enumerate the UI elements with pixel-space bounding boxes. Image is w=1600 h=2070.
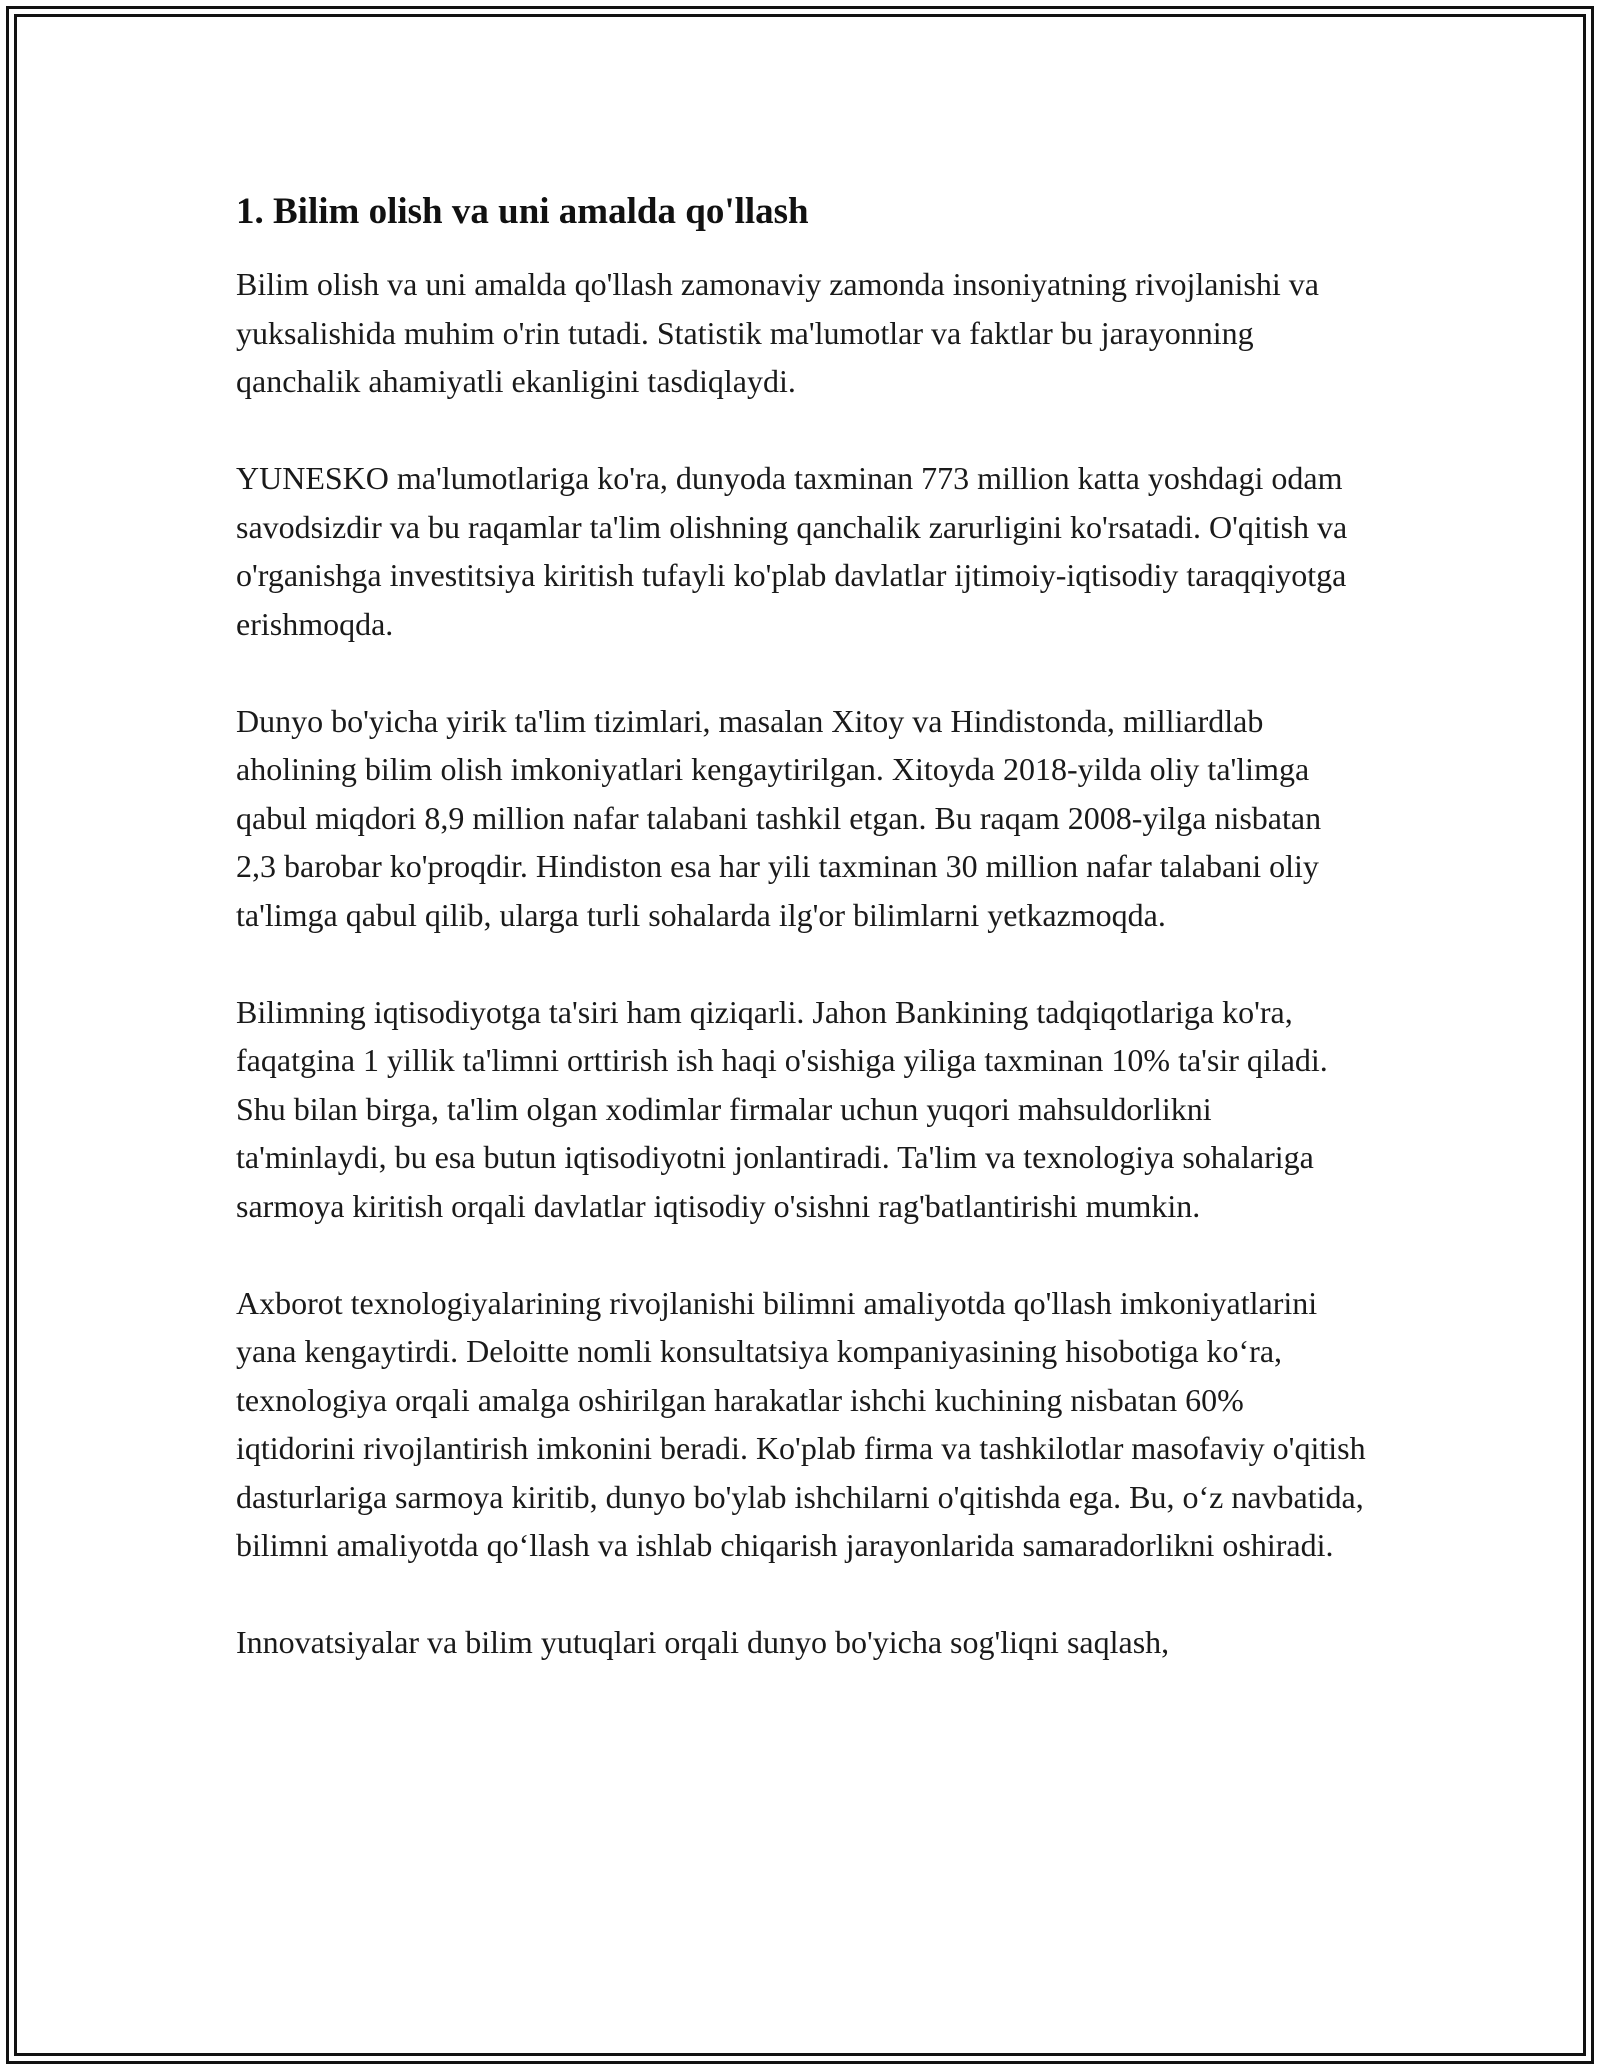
paragraph-economy: Bilimning iqtisodiyotga ta'siri ham qiziqarli. Jahon Bankining tadqiqotlariga ko'ra, faqatgina 1 yillik ta'limni orttirish ish haqi o'sishiga yiliga taxminan 10% ta'sir qiladi. Shu bilan birga, ta'lim olgan xodimlar firmalar uchun yuqori mahsuldorlikni ta'minlaydi, bu esa butun iqtisodiyotni jonlantiradi. Ta'lim va texnologiya sohalariga sarmoya kiritish orqali davlatlar iqtisodiy o'sishni rag'batlantirishi mumkin. xyxy=(236,993,1328,1224)
paragraph-innovation: Innovatsiyalar va bilim yutuqlari orqali dunyo bo'yicha sog'liqni saqlash, xyxy=(236,1624,1170,1660)
section-heading: 1. Bilim olish va uni amalda qo'llash xyxy=(236,191,809,232)
paragraph-education-systems: Dunyo bo'yicha yirik ta'lim tizimlari, masalan Xitoy va Hindistonda, milliardlab aholining bilim olish imkoniyatlari kengaytirilgan. Xitoyda 2018-yilda oliy ta'limga qabul miqdori 8,9 million nafar talabani tashkil etgan. Bu raqam 2008-yilga nisbatan 2,3 barobar ko'proqdir. Hindiston esa har yili taxminan 30 million nafar talabani oliy ta'limga qabul qilib, ularga turli sohalarda ilg'or bilimlarni yetkazmoqda. xyxy=(236,702,1322,933)
paragraph-intro: Bilim olish va uni amalda qo'llash zamonaviy zamonda insoniyatning rivojlanishi va yuksalishida muhim o'rin tutadi. Statistik ma'lumotlar va faktlar bu jarayonning qanchalik ahamiyatli ekanligini tasdiqlaydi. xyxy=(236,266,1319,399)
paragraph-technology: Axborot texnologiyalarining rivojlanishi bilimni amaliyotda qo'llash imkoniyatlarini yana kengaytirdi. Deloitte nomli konsultatsiya kompaniyasining hisobotiga ko‘ra, texnologiya orqali amalga oshirilgan harakatlar ishchi kuchining nisbatan 60% iqtidorini rivojlantirish imkonini beradi. Ko'plab firma va tashkilotlar masofaviy o'qitish dasturlariga sarmoya kiritib, dunyo bo'ylab ishchilarni o'qitishda ega. Bu, o‘z navbatida, bilimni amaliyotda qo‘llash va ishlab chiqarish jarayonlarida samaradorlikni oshiradi. xyxy=(236,1284,1366,1563)
document-body xyxy=(236,186,1366,1715)
paragraph-unesco: YUNESKO ma'lumotlariga ko'ra, dunyoda taxminan 773 million katta yoshdagi odam savodsizdir va bu raqamlar ta'lim olishning qanchalik zarurligini ko'rsatadi. O'qitish va o'rganishga investitsiya kiritish tufayli ko'plab davlatlar ijtimoiy-iqtisodiy taraqqiyotga erishmoqda. xyxy=(236,460,1348,642)
